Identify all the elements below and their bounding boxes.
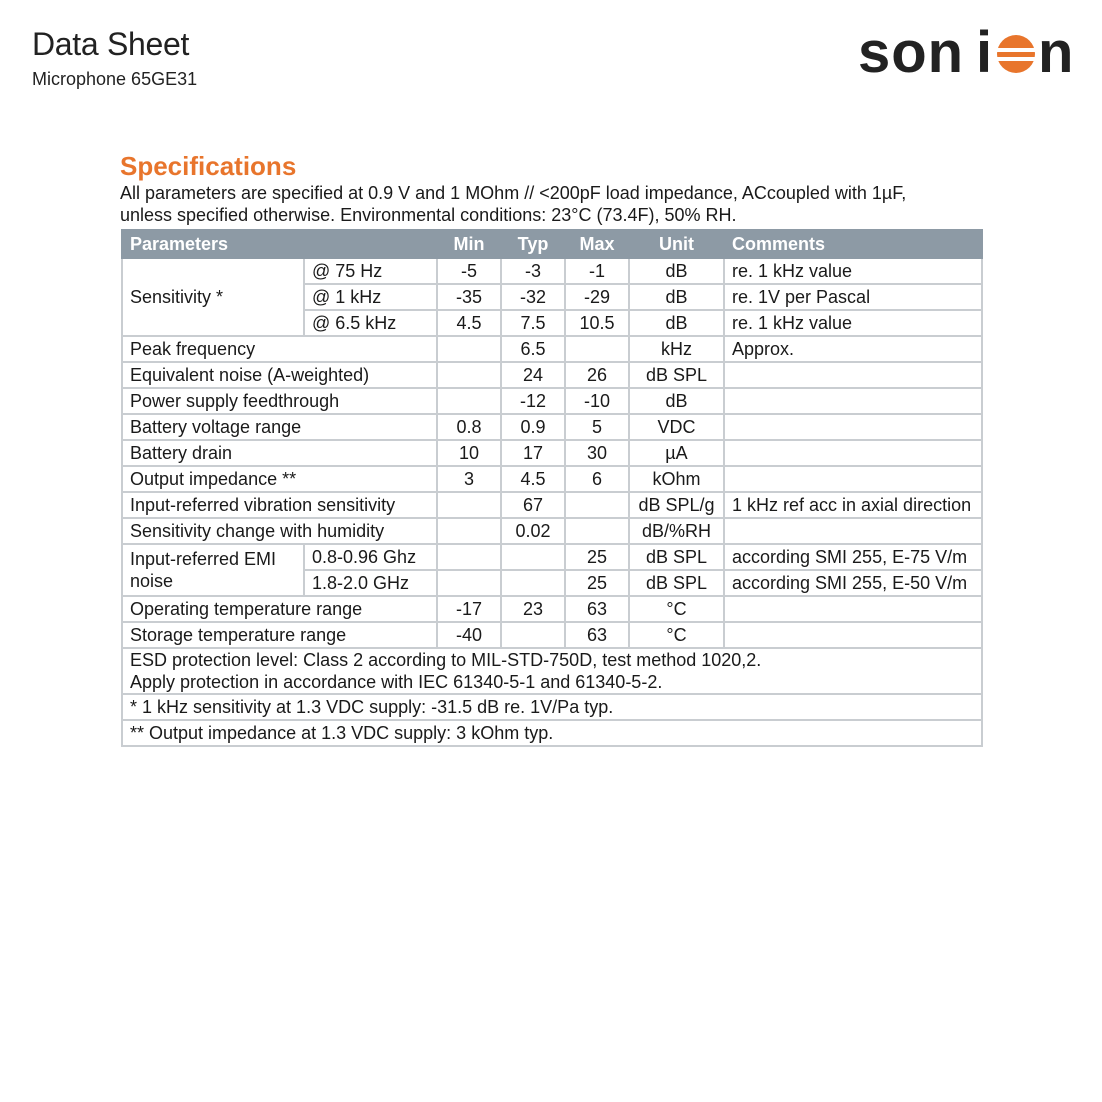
unit-cell: dB SPL bbox=[629, 570, 724, 596]
svg-text:n: n bbox=[1038, 26, 1072, 80]
typ-cell: 6.5 bbox=[501, 336, 565, 362]
svg-text:i: i bbox=[976, 26, 993, 80]
comment-cell: according SMI 255, E-75 V/m bbox=[724, 544, 982, 570]
typ-cell: 24 bbox=[501, 362, 565, 388]
esd-note-line: ESD protection level: Class 2 according to MIL-STD-750D, test method 1020,2. bbox=[130, 650, 762, 670]
table-row bbox=[122, 596, 982, 622]
comment-cell bbox=[724, 596, 982, 622]
max-cell: 10.5 bbox=[565, 310, 629, 336]
typ-cell: 0.02 bbox=[501, 518, 565, 544]
unit-cell: dB bbox=[629, 310, 724, 336]
header-typ: Typ bbox=[501, 230, 565, 258]
table-row bbox=[122, 622, 982, 648]
max-cell: 25 bbox=[565, 544, 629, 570]
table-row bbox=[122, 388, 982, 414]
unit-cell: dB bbox=[629, 284, 724, 310]
sonion-logo bbox=[858, 26, 1072, 80]
comment-cell: re. 1 kHz value bbox=[724, 258, 982, 284]
emi-label-line: Input-referred EMI bbox=[130, 549, 277, 569]
unit-cell: dB/%RH bbox=[629, 518, 724, 544]
comment-cell bbox=[724, 440, 982, 466]
parameter-cell: Output impedance ** bbox=[122, 466, 437, 492]
typ-cell: 23 bbox=[501, 596, 565, 622]
unit-cell: kOhm bbox=[629, 466, 724, 492]
parameter-cell: Equivalent noise (A-weighted) bbox=[122, 362, 437, 388]
unit-cell: °C bbox=[629, 622, 724, 648]
max-cell: 6 bbox=[565, 466, 629, 492]
min-cell: -5 bbox=[437, 258, 501, 284]
min-cell: -17 bbox=[437, 596, 501, 622]
max-cell: 30 bbox=[565, 440, 629, 466]
max-cell: 5 bbox=[565, 414, 629, 440]
condition-cell: 1.8-2.0 GHz bbox=[304, 570, 437, 596]
min-cell bbox=[437, 518, 501, 544]
parameter-cell: Sensitivity change with humidity bbox=[122, 518, 437, 544]
min-cell bbox=[437, 362, 501, 388]
typ-cell: 4.5 bbox=[501, 466, 565, 492]
parameter-cell: Operating temperature range bbox=[122, 596, 437, 622]
comment-cell: according SMI 255, E-50 V/m bbox=[724, 570, 982, 596]
unit-cell: VDC bbox=[629, 414, 724, 440]
table-row bbox=[122, 518, 982, 544]
header-parameters: Parameters bbox=[122, 230, 437, 258]
max-cell: -29 bbox=[565, 284, 629, 310]
sonion-logo-mark bbox=[858, 26, 1072, 80]
max-cell: -10 bbox=[565, 388, 629, 414]
specification-intro bbox=[120, 182, 1000, 226]
min-cell bbox=[437, 336, 501, 362]
table-header-row bbox=[122, 230, 982, 258]
intro-line: unless specified otherwise. Environmental conditions: 23°C (73.4F), 50% RH. bbox=[120, 205, 737, 225]
max-cell: 63 bbox=[565, 622, 629, 648]
unit-cell: dB SPL bbox=[629, 544, 724, 570]
parameter-cell: Battery drain bbox=[122, 440, 437, 466]
typ-cell: 7.5 bbox=[501, 310, 565, 336]
section-heading: Specifications bbox=[120, 151, 297, 181]
min-cell: -35 bbox=[437, 284, 501, 310]
table-row bbox=[122, 544, 982, 570]
comment-cell bbox=[724, 518, 982, 544]
max-cell bbox=[565, 518, 629, 544]
comment-cell bbox=[724, 388, 982, 414]
comment-cell: re. 1V per Pascal bbox=[724, 284, 982, 310]
max-cell bbox=[565, 336, 629, 362]
typ-cell: 17 bbox=[501, 440, 565, 466]
unit-cell: dB SPL bbox=[629, 362, 724, 388]
comment-cell: Approx. bbox=[724, 336, 982, 362]
condition-cell: 0.8-0.96 Ghz bbox=[304, 544, 437, 570]
comment-cell bbox=[724, 414, 982, 440]
comment-cell: re. 1 kHz value bbox=[724, 310, 982, 336]
min-cell: 3 bbox=[437, 466, 501, 492]
max-cell: 25 bbox=[565, 570, 629, 596]
parameter-cell: Peak frequency bbox=[122, 336, 437, 362]
typ-cell: -32 bbox=[501, 284, 565, 310]
comment-cell: 1 kHz ref acc in axial direction bbox=[724, 492, 982, 518]
parameter-cell: Input-referred vibration sensitivity bbox=[122, 492, 437, 518]
table-row bbox=[122, 414, 982, 440]
unit-cell: kHz bbox=[629, 336, 724, 362]
min-cell: 10 bbox=[437, 440, 501, 466]
min-cell bbox=[437, 570, 501, 596]
emi-label bbox=[122, 544, 304, 596]
parameter-cell: Storage temperature range bbox=[122, 622, 437, 648]
min-cell bbox=[437, 388, 501, 414]
min-cell: -40 bbox=[437, 622, 501, 648]
unit-cell: dB SPL/g bbox=[629, 492, 724, 518]
condition-cell: @ 75 Hz bbox=[304, 258, 437, 284]
table-row bbox=[122, 694, 982, 720]
unit-cell: dB bbox=[629, 258, 724, 284]
emi-label-line: noise bbox=[130, 571, 174, 591]
parameter-cell: Power supply feedthrough bbox=[122, 388, 437, 414]
condition-cell: @ 1 kHz bbox=[304, 284, 437, 310]
min-cell bbox=[437, 544, 501, 570]
comment-cell bbox=[724, 622, 982, 648]
specifications-table bbox=[121, 229, 983, 747]
parameter-cell: Battery voltage range bbox=[122, 414, 437, 440]
condition-cell: @ 6.5 kHz bbox=[304, 310, 437, 336]
min-cell: 0.8 bbox=[437, 414, 501, 440]
comment-cell bbox=[724, 362, 982, 388]
header-max: Max bbox=[565, 230, 629, 258]
sensitivity-label: Sensitivity * bbox=[122, 258, 304, 336]
esd-note bbox=[122, 648, 982, 694]
unit-cell: dB bbox=[629, 388, 724, 414]
typ-cell: -12 bbox=[501, 388, 565, 414]
typ-cell: 67 bbox=[501, 492, 565, 518]
table-row bbox=[122, 440, 982, 466]
max-cell bbox=[565, 492, 629, 518]
table-row bbox=[122, 258, 982, 284]
table-row bbox=[122, 648, 982, 694]
table-row bbox=[122, 336, 982, 362]
typ-cell bbox=[501, 544, 565, 570]
max-cell: -1 bbox=[565, 258, 629, 284]
page-title: Data Sheet bbox=[32, 26, 190, 62]
table-row bbox=[122, 362, 982, 388]
unit-cell: µA bbox=[629, 440, 724, 466]
min-cell: 4.5 bbox=[437, 310, 501, 336]
max-cell: 63 bbox=[565, 596, 629, 622]
typ-cell bbox=[501, 570, 565, 596]
header-min: Min bbox=[437, 230, 501, 258]
unit-cell: °C bbox=[629, 596, 724, 622]
typ-cell bbox=[501, 622, 565, 648]
max-cell: 26 bbox=[565, 362, 629, 388]
page-subtitle: Microphone 65GE31 bbox=[32, 69, 198, 89]
table-row bbox=[122, 492, 982, 518]
table-row bbox=[122, 466, 982, 492]
min-cell bbox=[437, 492, 501, 518]
svg-text:son: son bbox=[858, 26, 965, 80]
typ-cell: 0.9 bbox=[501, 414, 565, 440]
header-unit: Unit bbox=[629, 230, 724, 258]
table-row bbox=[122, 720, 982, 746]
esd-note-line: Apply protection in accordance with IEC 61340-5-1 and 61340-5-2. bbox=[130, 672, 663, 692]
comment-cell bbox=[724, 466, 982, 492]
header-comments: Comments bbox=[724, 230, 982, 258]
intro-line: All parameters are specified at 0.9 V and 1 MOhm // <200pF load impedance, ACcoupled with 1µF, bbox=[120, 183, 907, 203]
footnote: * 1 kHz sensitivity at 1.3 VDC supply: -31.5 dB re. 1V/Pa typ. bbox=[122, 694, 982, 720]
footnote: ** Output impedance at 1.3 VDC supply: 3 kOhm typ. bbox=[122, 720, 982, 746]
typ-cell: -3 bbox=[501, 258, 565, 284]
